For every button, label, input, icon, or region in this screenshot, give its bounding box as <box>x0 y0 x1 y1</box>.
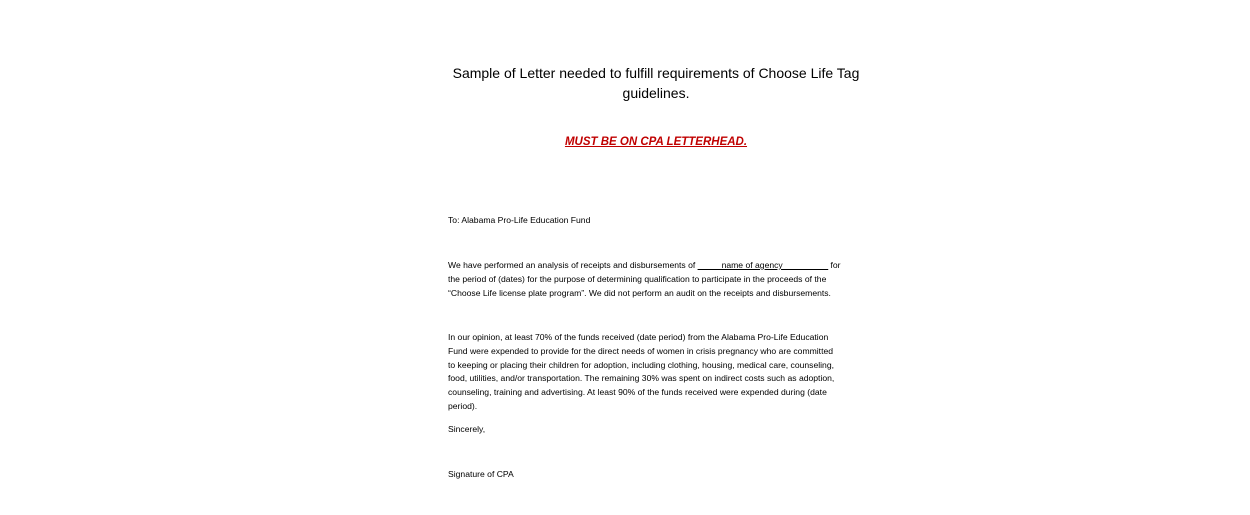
paragraph-line: Fund were expended to provide for the direct needs of women in crisis pregnancy who are committed <box>448 345 834 356</box>
title-line-2: guidelines. <box>622 85 690 101</box>
title-line-1: Sample of Letter needed to fulfill requirements of Choose Life Tag <box>452 65 860 81</box>
analysis-paragraph <box>448 259 868 300</box>
paragraph-line: food, utilities, and/or transportation. The remaining 30% was spent on indirect costs such as adoption, <box>448 373 835 384</box>
recipient-line: To: Alabama Pro-Life Education Fund <box>448 215 591 225</box>
letterhead-warning: MUST BE ON CPA LETTERHEAD. <box>564 136 748 148</box>
paragraph-line: the period of (dates) for the purpose of determining qualification to participate in the proceeds of the <box>448 273 827 284</box>
document-title <box>450 63 862 103</box>
paragraph-line: counseling, training and advertising. At least 90% of the funds received were expended during (date <box>448 387 827 398</box>
paragraph-line <box>448 259 868 273</box>
signature-line: Signature of CPA <box>448 469 514 479</box>
paragraph-line: period). <box>448 400 478 411</box>
opinion-paragraph <box>448 331 868 414</box>
paragraph-line: In our opinion, at least 70% of the funds received (date period) from the Alabama Pro-Life Education <box>448 332 829 342</box>
paragraph-line: “Choose Life license plate program”. We did not perform an audit on the receipts and disbursements. <box>448 287 831 298</box>
closing-salutation: Sincerely, <box>448 424 486 434</box>
paragraph-text: for <box>828 260 841 270</box>
agency-name-blank: _____name of agency _________ <box>697 260 829 270</box>
paragraph-text: We have performed an analysis of receipts and disbursements of <box>448 260 698 270</box>
paragraph-line: to keeping or placing their children for adoption, including clothing, housing, medical care, counseling, <box>448 359 835 370</box>
